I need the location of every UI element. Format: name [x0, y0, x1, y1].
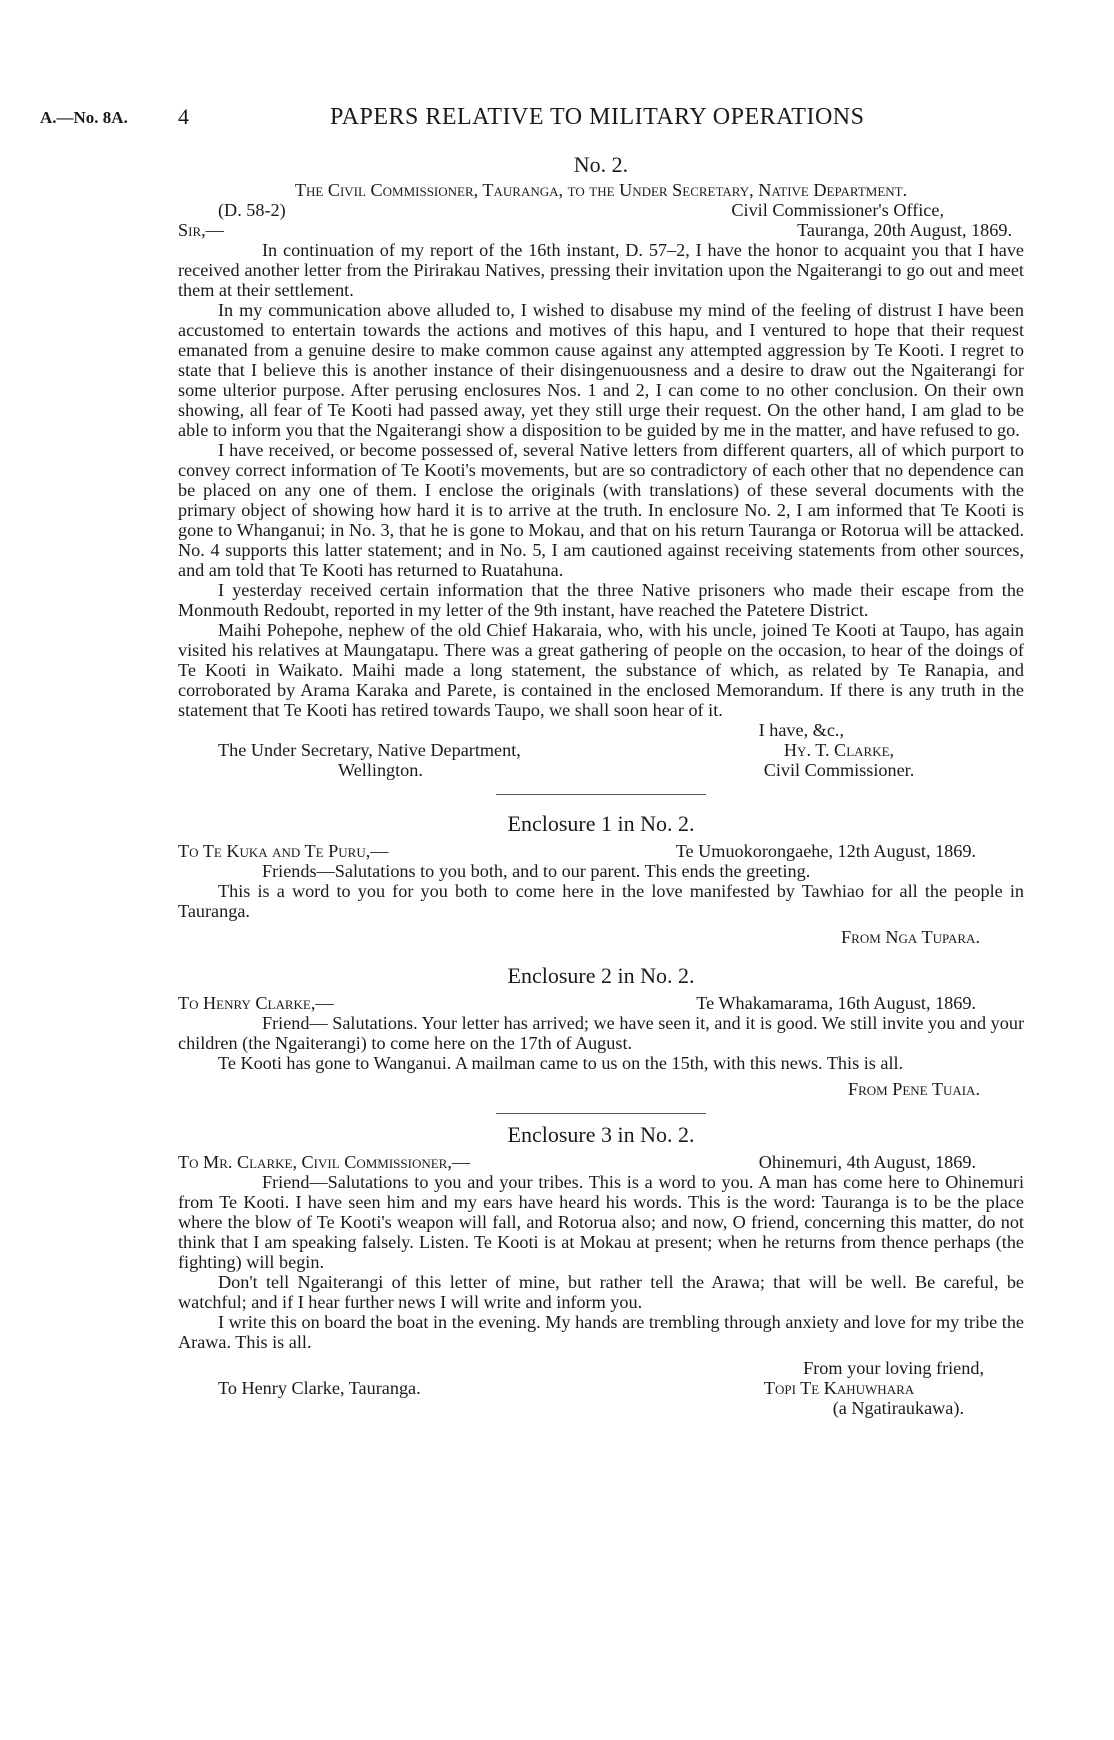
- enclosure-3-paragraph: Friend—Salutations to you and your tribes. This is a word to you. A man has come here to Ohinemuri from Te Kooti. I have seen him and my ears have heard his words. This is the word: Tauranga is to be the place where the blow of Te Kooti's weapon will fall, and Rotorua also; and now, O friend, concerning this matter, do not think that I am speaking falsely. Listen. Te Kooti is at Mokau at present; when he returns from thence perhaps (the fighting) will begin.: [178, 1172, 1024, 1272]
- letter-salutation: Sir,—: [178, 220, 224, 240]
- letter-signer: Hy. T. Clarke,: [783, 740, 895, 760]
- letter-ref-number: (D. 58-2): [218, 200, 286, 220]
- page-number: 4: [178, 104, 189, 129]
- enclosure-1-paragraph: This is a word to you for you both to come here in the love manifested by Tawhiao for all the people in Tauranga.: [178, 881, 1024, 921]
- enclosure-3-signer: Topi Te Kahuwhara: [763, 1378, 915, 1398]
- section-divider: [496, 794, 706, 795]
- letter-signer-title: Civil Commissioner.: [763, 760, 915, 780]
- enclosure-1-paragraph: Friends—Salutations to you both, and to our parent. This ends the greeting.: [262, 861, 811, 881]
- enclosure-1-address-line: [178, 841, 1024, 861]
- letter-subtitle: The Civil Commissioner, Tauranga, to the Under Secretary, Native Department.: [294, 180, 908, 200]
- enclosure-1-to: To Te Kuka and Te Puru,—: [178, 841, 389, 861]
- letter-paragraph: I have received, or become possessed of, several Native letters from different quarters, all of which purport to convey correct information of Te Kooti's movements, but are so contradictory of each other that no dependence can be placed on any one of them. I enclose the originals (with translations) of these several documents with the primary object of showing how hard it is to arrive at the truth. In enclosure No. 2, I am informed that Te Kooti is gone to Whanganui; in No. 3, that he is gone to Mokau, and that on his return Tauranga or Rotorua will be attacked. No. 4 supports this latter statement; and in No. 5, I am cautioned against receiving statements from other sources, and am told that Te Kooti has returned to Ruatahuna.: [178, 440, 1024, 580]
- document-body: [178, 150, 1024, 1418]
- enclosure-3-signature-block: [178, 1378, 1024, 1398]
- enclosure-2-place-date: Te Whakamarama, 16th August, 1869.: [696, 993, 976, 1013]
- letter-signature-block: [178, 740, 1024, 760]
- enclosure-3-paragraph: Don't tell Ngaiterangi of this letter of mine, but rather tell the Arawa; that will be well. Be careful, be watchful; and if I hear further news I will write and inform you.: [178, 1272, 1024, 1312]
- letter-paragraph: Maihi Pohepohe, nephew of the old Chief Hakaraia, who, with his uncle, joined Te Kooti at Taupo, has again visited his relatives at Maungatapu. There was a great gathering of people on the occasion, to hear of the doings of Te Kooti in Waikato. Maihi made a long statement, the substance of which, as related by Te Ranapia, and corroborated by Arama Karaka and Parete, is contained in the enclosed Memorandum. If there is any truth in the statement that Te Kooti has retired towards Taupo, we shall soon hear of it.: [178, 620, 1024, 720]
- enclosure-2-to: To Henry Clarke,—: [178, 993, 334, 1013]
- letter-paragraph: I yesterday received certain information that the three Native prisoners who made their escape from the Monmouth Redoubt, reported in my letter of the 9th instant, have reached the Patetere District.: [178, 580, 1024, 620]
- letter-signature-block-2: [178, 760, 1024, 780]
- enclosure-3-signer-note: (a Ngatiraukawa).: [832, 1398, 964, 1418]
- enclosure-3-paragraph: I write this on board the boat in the evening. My hands are trembling through anxiety and love for my tribe the Arawa. This is all.: [178, 1312, 1024, 1352]
- enclosure-2-from: From Pene Tuaia.: [847, 1079, 980, 1099]
- letter-paragraph: In continuation of my report of the 16th instant, D. 57–2, I have the honor to acquaint you that I have received another letter from the Pirirakau Natives, pressing their invitation upon the Ngaiterangi to go out and meet them at their settlement.: [178, 240, 1024, 300]
- letter-place-date: Tauranga, 20th August, 1869.: [797, 220, 1012, 240]
- running-title: PAPERS RELATIVE TO MILITARY OPERATIONS: [330, 104, 865, 130]
- enclosure-3-address-line: [178, 1152, 1024, 1172]
- enclosure-1-from: From Nga Tupara.: [841, 927, 980, 947]
- letter-salutation-line: [178, 220, 1024, 240]
- letter-heading: No. 2.: [573, 152, 629, 177]
- letter-addressee: The Under Secretary, Native Department,: [218, 740, 521, 760]
- paper-reference: A.—No. 8A.: [40, 108, 128, 127]
- letter-ref-line: [178, 200, 1024, 220]
- enclosure-2-paragraph: Friend— Salutations. Your letter has arrived; we have seen it, and it is good. We still invite you and your children (the Ngaiterangi) to come here on the 17th of August.: [178, 1013, 1024, 1053]
- letter-paragraph: In my communication above alluded to, I wished to disabuse my mind of the feeling of distrust I have been accustomed to entertain towards the actions and motives of this hapu, and I ventured to hope that their request emanated from a genuine desire to make common cause against any attempted aggression by Te Kooti. I regret to state that I believe this is another instance of their disingenuousness and a desire to draw out the Ngaiterangi for some ulterior purpose. After perusing enclosures Nos. 1 and 2, I can come to no other conclusion. On their own showing, all fear of Te Kooti had passed away, yet they still urge their request. On the other hand, I am glad to be able to inform you that the Ngaiterangi show a disposition to be guided by me in the matter, and have refused to go.: [178, 300, 1024, 440]
- letter-office: Civil Commissioner's Office,: [731, 200, 944, 220]
- letter-closing: I have, &c.,: [758, 720, 844, 740]
- enclosure-3-heading: Enclosure 3 in No. 2.: [507, 1122, 695, 1147]
- enclosure-2-heading: Enclosure 2 in No. 2.: [507, 963, 695, 988]
- enclosure-3-place-date: Ohinemuri, 4th August, 1869.: [758, 1152, 976, 1172]
- enclosure-2-paragraph: Te Kooti has gone to Wanganui. A mailman came to us on the 15th, with this news. This is all.: [218, 1053, 904, 1073]
- letter-addressee-place: Wellington.: [338, 760, 423, 780]
- enclosure-3-closing: From your loving friend,: [803, 1358, 984, 1378]
- enclosure-1-heading: Enclosure 1 in No. 2.: [507, 811, 695, 836]
- section-divider: [496, 1113, 706, 1114]
- running-header: [40, 104, 1040, 138]
- enclosure-3-addressee: To Henry Clarke, Tauranga.: [218, 1378, 421, 1398]
- enclosure-2-address-line: [178, 993, 1024, 1013]
- enclosure-1-place-date: Te Umuokorongaehe, 12th August, 1869.: [675, 841, 976, 861]
- enclosure-3-to: To Mr. Clarke, Civil Commissioner,—: [178, 1152, 471, 1172]
